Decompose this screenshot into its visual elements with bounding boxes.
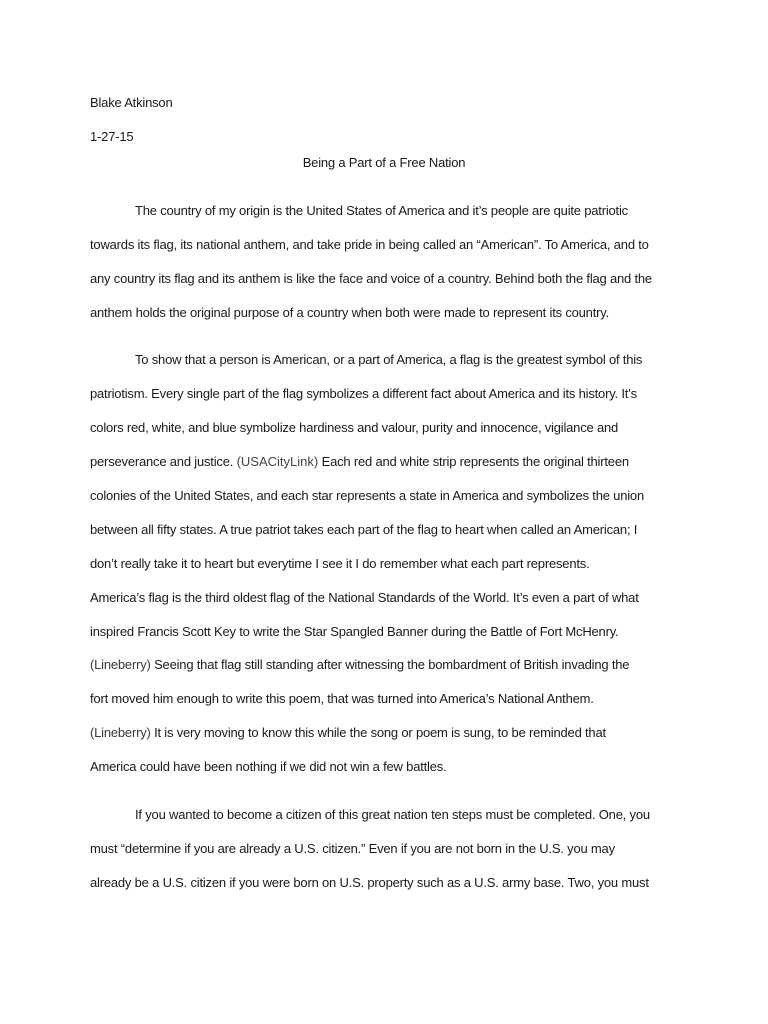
citation-lineberry: (Lineberry) (90, 725, 151, 740)
citation-lineberry: (Lineberry) (90, 657, 151, 672)
p2-line-3: colors red, white, and blue symbolize hardiness and valour, purity and innocence, vigilance and (90, 420, 619, 435)
p2-line-12-text: It is very moving to know this while the song or poem is sung, to be reminded that (150, 725, 606, 740)
p1-line-1: The country of my origin is the United States of America and it’s people are quite patriotic (135, 203, 628, 218)
p2-line-6: between all fifty states. A true patriot takes each part of the flag to heart when called an American; I (90, 522, 638, 537)
p2-line-4-text-end: Each red and white strip represents the original thirteen (318, 454, 629, 469)
p3-line-2: must “determine if you are already a U.S. citizen.” Even if you are not born in the U.S. you may (90, 841, 615, 856)
p2-line-11: fort moved him enough to write this poem, that was turned into America’s National Anthem. (90, 691, 594, 706)
p2-line-9: inspired Francis Scott Key to write the Star Spangled Banner during the Battle of Fort McHenry. (90, 624, 619, 639)
essay-title: Being a Part of a Free Nation (302, 155, 466, 170)
p2-line-4-text-start: perseverance and justice. (90, 454, 237, 469)
citation-usacitylink: (USACityLink) (236, 454, 319, 469)
p2-line-10-text: Seeing that flag still standing after witnessing the bombardment of British invading the (150, 657, 630, 672)
p2-line-5: colonies of the United States, and each star represents a state in America and symbolizes the union (90, 488, 644, 503)
p2-line-10 (90, 657, 629, 673)
p2-line-4 (90, 454, 629, 470)
p2-line-8: America’s flag is the third oldest flag of the National Standards of the World. It’s even a part of what (90, 590, 639, 605)
author-name: Blake Atkinson (90, 95, 173, 110)
p2-line-2: patriotism. Every single part of the flag symbolizes a different fact about America and its history. It’s (90, 386, 637, 401)
p2-line-7: don’t really take it to heart but everytime I see it I do remember what each part represents. (90, 556, 590, 571)
p2-line-13: America could have been nothing if we did not win a few battles. (90, 759, 447, 774)
p1-line-2: towards its flag, its national anthem, and take pride in being called an “American”. To America, and to (90, 237, 649, 252)
p2-line-1: To show that a person is American, or a part of America, a flag is the greatest symbol of this (135, 352, 643, 367)
p3-line-3: already be a U.S. citizen if you were born on U.S. property such as a U.S. army base. Two, you must (90, 875, 649, 890)
p1-line-4: anthem holds the original purpose of a country when both were made to represent its country. (90, 305, 609, 320)
p1-line-3: any country its flag and its anthem is like the face and voice of a country. Behind both the flag and the (90, 271, 652, 286)
p2-line-12 (90, 725, 606, 741)
p3-line-1: If you wanted to become a citizen of this great nation ten steps must be completed. One, you (135, 807, 650, 822)
date-line: 1-27-15 (90, 129, 134, 144)
